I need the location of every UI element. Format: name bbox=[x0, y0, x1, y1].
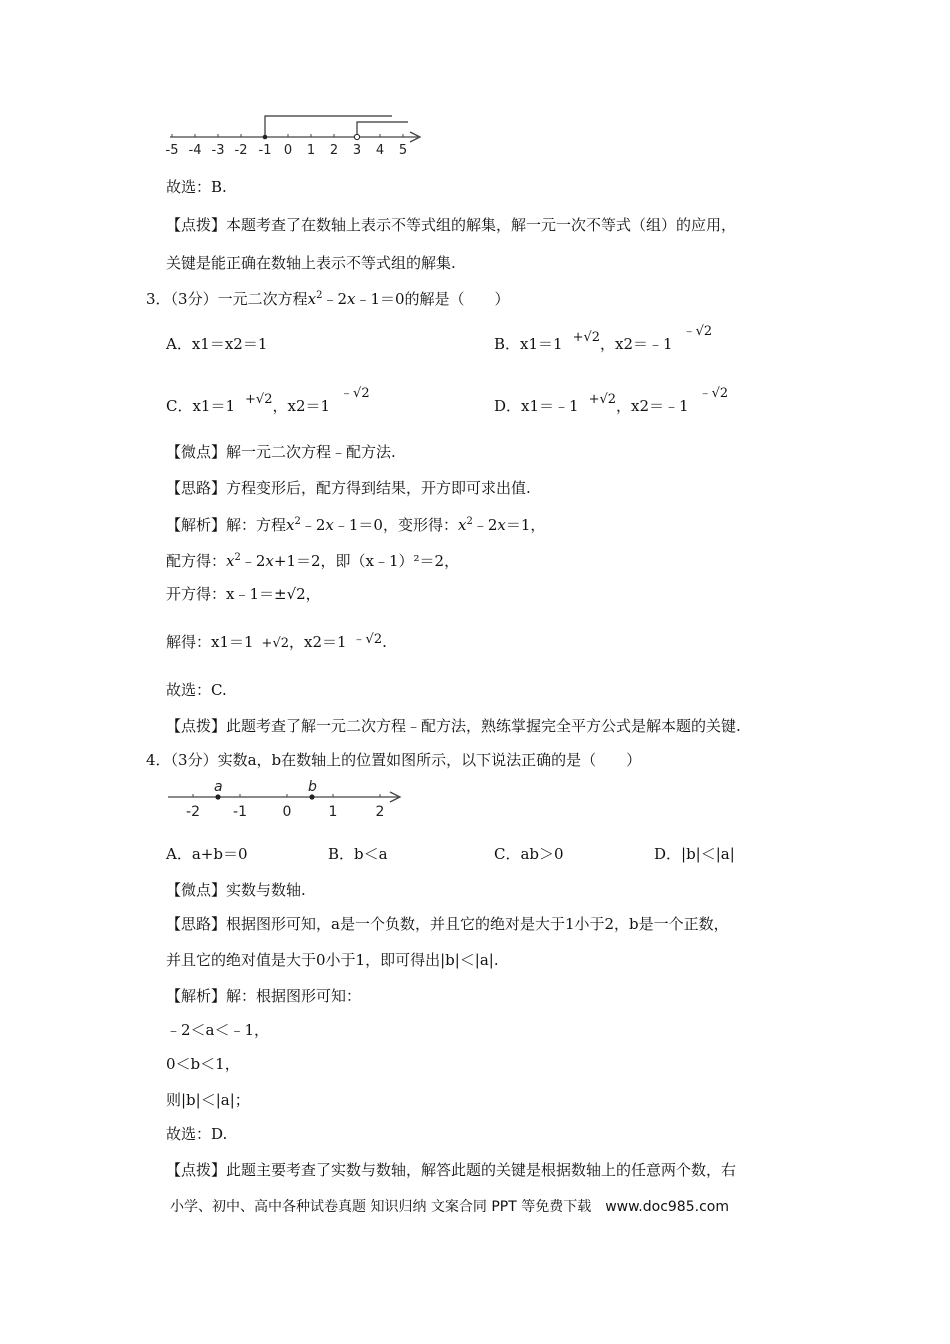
tick-label: 0 bbox=[282, 804, 292, 820]
q3-jiede-x2: ，x2＝1 bbox=[289, 633, 347, 651]
q3-silu: 【思路】方程变形后，配方得到结果，开方即可求出值. bbox=[166, 479, 531, 497]
q4-line1: ﹣2＜a＜﹣1， bbox=[166, 1021, 270, 1039]
q3-stem-prefix: 3．（3分）一元二次方程 bbox=[146, 290, 308, 308]
page-footer: 小学、初中、高中各种试卷真题 知识归纳 文案合同 PPT 等免费下载 www.doc985.com bbox=[170, 1199, 729, 1215]
q3-jiede-x1: 解得：x1＝1 bbox=[166, 633, 254, 651]
tick-label: 1 bbox=[306, 143, 316, 158]
q4-line2: 0＜b＜1， bbox=[166, 1055, 240, 1073]
q3-peifang-suffix: ＝2，即（x﹣1）²＝2， bbox=[296, 552, 460, 570]
q3-option-b: B．x1＝1 +√2，x2＝﹣1﹣√2 bbox=[494, 324, 713, 353]
q4-option-a: A．a+b＝0 bbox=[166, 845, 248, 863]
tick-label: 2 bbox=[329, 143, 339, 158]
tick-label: 1 bbox=[328, 804, 338, 820]
q4-silu-line2: 并且它的绝对值是大于0小于1，即可得出|b|＜|a|. bbox=[166, 951, 499, 969]
q3-jiexi-mid: ＝0，变形得： bbox=[358, 516, 458, 534]
q3-option-c-x2: ，x2＝1 bbox=[272, 397, 331, 415]
tick-label: -5 bbox=[165, 143, 179, 158]
point-label-a: a bbox=[214, 779, 223, 795]
tick-label: 5 bbox=[398, 143, 408, 158]
q3-option-d-x2: ，x2＝﹣1 bbox=[616, 397, 689, 415]
point-label-b: b bbox=[308, 779, 317, 795]
tick-label: -2 bbox=[234, 143, 248, 158]
number-line-solution-set bbox=[160, 108, 430, 160]
tick-label: 4 bbox=[375, 143, 385, 158]
q3-kaifang-text: 开方得：x﹣1＝± bbox=[166, 585, 287, 603]
q4-stem: 4．（3分）实数a，b在数轴上的位置如图所示，以下说法正确的是（ ） bbox=[146, 751, 642, 769]
q2-tip-line1: 【点拨】本题考查了在数轴上表示不等式组的解集，解一元一次不等式（组）的应用， bbox=[166, 216, 737, 234]
q3-option-b-x1: B．x1＝1 bbox=[494, 335, 563, 353]
q3-peifang-prefix: 配方得： bbox=[166, 552, 227, 570]
q4-silu-line1: 【思路】根据图形可知，a是一个负数，并且它的绝对是大于1小于2，b是一个正数， bbox=[166, 915, 729, 933]
tick-label: 3 bbox=[352, 143, 362, 158]
q2-answer: 故选：B. bbox=[166, 178, 227, 196]
q3-stem bbox=[146, 286, 510, 309]
q4-option-b: B．b＜a bbox=[328, 845, 388, 863]
q4-tip: 【点拨】此题主要考查了实数与数轴，解答此题的关键是根据数轴上的任意两个数，右 bbox=[166, 1161, 737, 1179]
tick-label: -1 bbox=[233, 804, 247, 820]
q3-jiexi-suffix: ＝1， bbox=[505, 516, 546, 534]
q3-option-c: C．x1＝1 +√2，x2＝1﹣√2 bbox=[166, 386, 370, 415]
q2-tip-line2: 关键是能正确在数轴上表示不等式组的解集. bbox=[166, 254, 456, 272]
number-line-a-b bbox=[160, 776, 410, 822]
tick-label: 0 bbox=[283, 143, 293, 158]
q3-weidian: 【微点】解一元二次方程﹣配方法. bbox=[166, 443, 396, 461]
q3-equation: $x^2﹣2x﹣1$ bbox=[307, 290, 380, 308]
q4-answer: 故选：D. bbox=[166, 1125, 228, 1143]
q3-option-c-x1: C．x1＝1 bbox=[166, 397, 236, 415]
tick-label: -2 bbox=[186, 804, 200, 820]
q3-answer: 故选：C. bbox=[166, 681, 227, 699]
q4-option-c: C．ab＞0 bbox=[494, 845, 564, 863]
q3-tip: 【点拨】此题考查了解一元二次方程﹣配方法，熟练掌握完全平方公式是解本题的关键. bbox=[166, 717, 741, 735]
q3-option-d: D．x1＝﹣1 +√2，x2＝﹣1﹣√2 bbox=[494, 386, 729, 415]
tick-label: -4 bbox=[188, 143, 202, 158]
q4-weidian: 【微点】实数与数轴. bbox=[166, 881, 306, 899]
q4-line3: 则|b|＜|a|； bbox=[166, 1091, 250, 1109]
q3-option-d-x1: D．x1＝﹣1 bbox=[494, 397, 579, 415]
q4-option-d: D．|b|＜|a| bbox=[654, 845, 735, 863]
q3-kaifang: 开方得：x﹣1＝±√2， bbox=[166, 585, 321, 603]
q3-jiexi: 【解析】解：方程$x^2﹣2x﹣1=0$，变形得：$x^2﹣2x=1$， bbox=[166, 516, 546, 534]
tick-label: -1 bbox=[258, 143, 272, 158]
tick-label: 2 bbox=[375, 804, 385, 820]
tick-label: -3 bbox=[211, 143, 225, 158]
q3-peifang: 配方得：$x^2﹣2x+1=2$，即（x﹣1）²＝2， bbox=[166, 552, 460, 570]
q3-jiede: 解得：x1＝1 +√2，x2＝1 ﹣√2. bbox=[166, 632, 387, 651]
q3-option-b-x2: ，x2＝﹣1 bbox=[600, 335, 673, 353]
q3-stem-suffix: ＝0的解是（ ） bbox=[380, 290, 510, 308]
q4-jiexi: 【解析】解：根据图形可知： bbox=[166, 987, 362, 1005]
q3-jiexi-prefix: 【解析】解：方程 bbox=[166, 516, 287, 534]
q3-option-a: A．x1＝x2＝1 bbox=[166, 335, 268, 353]
